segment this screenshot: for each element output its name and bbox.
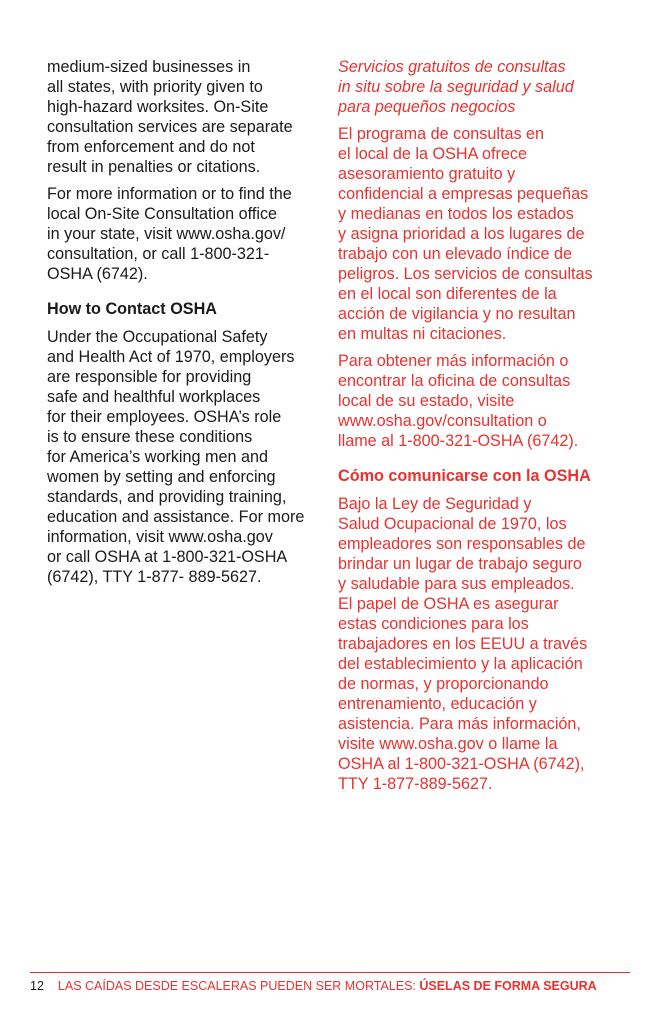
text-line: medium-sized businesses in [47,58,251,76]
section-heading: Cómo comunicarse con la OSHA [338,467,591,485]
text-line: trabajadores en los EEUU a través [338,635,588,653]
text-line: OSHA (6742). [47,265,148,283]
contact-paragraph [338,494,618,794]
page-number: 12 [30,979,44,993]
text-line: estas condiciones para los [338,615,529,633]
text-line: El programa de consultas en [338,125,545,143]
text-line: en multas ni citaciones. [338,325,507,343]
text-line: trabajo con un elevado índice de [338,245,572,263]
left-column-english [47,57,331,594]
text-line: Salud Ocupacional de 1970, los [338,515,567,533]
text-line: visite www.osha.gov o llame la [338,735,558,753]
text-line: in your state, visit www.osha.gov/ [47,225,286,243]
text-line: safe and healthful workplaces [47,388,261,406]
text-line: encontrar la oficina de consultas [338,372,571,390]
text-line: is to ensure these conditions [47,428,253,446]
section-subtitle [338,57,618,117]
right-column-spanish [338,57,618,801]
text-line: acción de vigilancia y no resultan [338,305,576,323]
contact-paragraph [47,327,331,587]
text-line: Servicios gratuitos de consultas [338,58,566,76]
text-line: y medianas en todos los estados [338,205,574,223]
text-line: Para obtener más información o [338,352,569,370]
text-line: para pequeños negocios [338,98,516,116]
footer-title: LAS CAÍDAS DESDE ESCALERAS PUEDEN SER MORTALES: [57,979,420,993]
text-line: asesoramiento gratuito y [338,165,516,183]
consultation-paragraph [338,124,618,344]
text-line: asistencia. Para más información, [338,715,581,733]
text-line: confidencial a empresas pequeñas [338,185,589,203]
more-info-paragraph [338,351,618,451]
text-line: information, visit www.osha.gov [47,528,273,546]
text-line: all states, with priority given to [47,78,263,96]
text-line: El papel de OSHA es asegurar [338,595,559,613]
consultation-paragraph [47,57,331,177]
text-line: llame al 1-800-321-OSHA (6742). [338,432,579,450]
text-line: www.osha.gov/consultation o [338,412,547,430]
text-line: and Health Act of 1970, employers [47,348,295,366]
more-info-paragraph [47,184,331,284]
text-line: For more information or to find the [47,185,292,203]
text-line: empleadores son responsables de [338,535,586,553]
text-line: consultation services are separate [47,118,293,136]
text-line: peligros. Los servicios de consultas [338,265,593,283]
page-footer [30,978,630,994]
text-line: standards, and providing training, [47,488,287,506]
footer-title-emphasis: ÚSELAS DE FORMA SEGURA [419,979,597,993]
text-line: y asigna prioridad a los lugares de [338,225,585,243]
text-line: high-hazard worksites. On-Site [47,98,269,116]
text-line: from enforcement and do not [47,138,255,156]
footer-divider [30,972,630,973]
text-line: el local de la OSHA ofrece [338,145,527,163]
text-line: (6742), TTY 1-877- 889-5627. [47,568,262,586]
text-line: for America’s working men and [47,448,269,466]
text-line: entrenamiento, educación y [338,695,537,713]
text-line: Under the Occupational Safety [47,328,268,346]
text-line: for their employees. OSHA’s role [47,408,282,426]
text-line: OSHA al 1-800-321-OSHA (6742), [338,755,585,773]
text-line: y saludable para sus empleados. [338,575,575,593]
text-line: local On-Site Consultation office [47,205,278,223]
text-line: TTY 1-877-889-5627. [338,775,493,793]
text-line: del establecimiento y la aplicación [338,655,583,673]
text-line: education and assistance. For more [47,508,305,526]
text-line: de normas, y proporcionando [338,675,549,693]
text-line: consultation, or call 1-800-321- [47,245,270,263]
text-line: local de su estado, visite [338,392,515,410]
text-line: result in penalties or citations. [47,158,261,176]
text-line: women by setting and enforcing [47,468,276,486]
text-line: in situ sobre la seguridad y salud [338,78,574,96]
text-line: are responsible for providing [47,368,252,386]
text-line: en el local son diferentes de la [338,285,557,303]
text-line: Bajo la Ley de Seguridad y [338,495,532,513]
text-line: or call OSHA at 1-800-321-OSHA [47,548,288,566]
section-heading: How to Contact OSHA [47,300,217,318]
text-line: brindar un lugar de trabajo seguro [338,555,582,573]
